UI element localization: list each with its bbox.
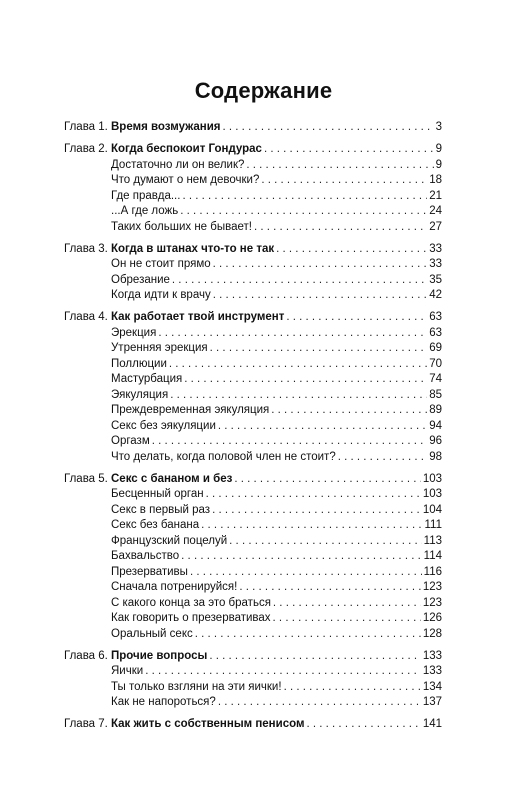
section-entry <box>111 549 442 565</box>
section-title: ...А где ложь <box>111 205 179 217</box>
page-number: 27 <box>429 220 442 233</box>
dot-leader <box>284 680 421 696</box>
toc-section-row <box>64 518 442 534</box>
section-entry <box>111 326 442 342</box>
dot-leader <box>306 717 420 733</box>
section-title: Французский поцелуй <box>111 534 228 547</box>
chapter-title: Как жить с собственным пенисом <box>111 718 305 730</box>
section-title: Когда идти к врачу <box>111 289 211 301</box>
toc-section-row <box>64 434 442 450</box>
page-number: 116 <box>423 565 442 578</box>
toc-section-row <box>64 326 442 342</box>
toc-section-row <box>64 534 442 550</box>
dot-leader <box>190 565 422 581</box>
page-number: 103 <box>422 488 442 500</box>
page-number: 24 <box>429 205 442 217</box>
toc-section-row <box>64 403 442 419</box>
toc-chapter-row <box>64 120 442 136</box>
chapter-label: Глава 4. <box>64 311 108 323</box>
chapter-entry <box>111 120 442 136</box>
chapter-label: Глава 3. <box>64 242 108 255</box>
page-number: 104 <box>422 503 442 516</box>
toc-section-row <box>64 664 442 680</box>
dot-leader <box>212 503 421 519</box>
section-entry <box>111 357 442 373</box>
chapter-entry <box>111 472 442 488</box>
section-title: Достаточно ли он велик? <box>111 158 245 171</box>
toc-section-row <box>64 419 442 435</box>
section-entry <box>111 695 442 711</box>
dot-leader <box>152 434 427 450</box>
section-title: Оргазм <box>111 435 150 447</box>
chapter-title: Когда беспокоит Гондурас <box>111 143 262 155</box>
table-of-contents <box>64 120 442 733</box>
page-number: 123 <box>422 581 442 593</box>
toc-chapter-row <box>64 242 442 258</box>
dot-leader <box>239 580 421 596</box>
section-title: Презервативы <box>111 565 188 578</box>
page-number: 126 <box>422 612 442 624</box>
section-entry <box>111 173 442 189</box>
toc-section-row <box>64 372 442 388</box>
toc-section-row <box>64 220 442 236</box>
chapter-label: Глава 5. <box>64 472 108 485</box>
dot-leader <box>271 403 427 419</box>
toc-section-row <box>64 611 442 627</box>
toc-section-row <box>64 189 442 205</box>
page-number: 69 <box>429 342 442 354</box>
toc-section-row <box>64 487 442 503</box>
section-entry <box>111 220 442 236</box>
chapter-entry <box>111 310 442 326</box>
section-entry <box>111 503 442 519</box>
section-entry <box>111 434 442 450</box>
section-title: Что делать, когда половой член не стоит? <box>111 450 336 463</box>
page-number: 123 <box>422 596 442 609</box>
page-number: 133 <box>422 649 442 662</box>
chapter-label: Глава 1. <box>64 121 108 133</box>
dot-leader <box>182 189 427 205</box>
section-entry <box>111 680 442 696</box>
dot-leader <box>223 120 434 136</box>
dot-leader <box>145 664 421 680</box>
chapter-entry <box>111 649 442 665</box>
dot-leader <box>234 472 420 488</box>
section-title: Обрезание <box>111 273 170 286</box>
page-number: 35 <box>429 273 442 286</box>
section-title: Бесценный орган <box>111 488 204 500</box>
section-title: Эрекция <box>111 326 157 339</box>
toc-section-row <box>64 273 442 289</box>
page-number: 113 <box>423 534 442 547</box>
page-number: 63 <box>429 326 442 339</box>
section-title: Таких больших не бывает! <box>111 220 252 233</box>
chapter-entry <box>111 242 442 258</box>
page-number: 103 <box>422 472 442 485</box>
page-number: 42 <box>429 289 442 301</box>
page-number: 114 <box>423 550 442 562</box>
dot-leader <box>273 611 421 627</box>
dot-leader <box>206 487 421 503</box>
dot-leader <box>213 257 428 273</box>
toc-section-row <box>64 580 442 596</box>
dot-leader <box>184 372 427 388</box>
page-number: 96 <box>429 435 442 447</box>
section-title: Эякуляция <box>111 388 169 401</box>
page-number: 33 <box>429 258 442 270</box>
section-title: Как говорить о презервативах <box>111 612 271 624</box>
dot-leader <box>170 388 427 404</box>
page-number: 9 <box>435 158 442 171</box>
chapter-title: Секс с бананом и без <box>111 472 233 485</box>
dot-leader <box>210 341 428 357</box>
page-number: 63 <box>429 311 442 323</box>
section-title: С какого конца за это браться <box>111 596 271 609</box>
dot-leader <box>286 310 427 326</box>
section-entry <box>111 204 442 220</box>
section-title: Оральный секс <box>111 627 193 640</box>
page-number: 94 <box>429 419 442 432</box>
dot-leader <box>273 596 421 612</box>
page-number: 111 <box>424 519 442 531</box>
section-entry <box>111 596 442 612</box>
toc-section-row <box>64 257 442 273</box>
chapter-title: Когда в штанах что-то не так <box>111 242 275 255</box>
chapter-entry <box>111 142 442 158</box>
section-entry <box>111 419 442 435</box>
section-title: Как не напороться? <box>111 696 216 708</box>
toc-section-row <box>64 627 442 643</box>
section-entry <box>111 450 442 466</box>
toc-section-row <box>64 680 442 696</box>
chapter-title: Время возмужания <box>111 121 221 133</box>
section-entry <box>111 534 442 550</box>
section-entry <box>111 273 442 289</box>
page-number: 85 <box>429 388 442 401</box>
page-number: 98 <box>429 450 442 463</box>
toc-section-row <box>64 503 442 519</box>
page-title: Содержание <box>194 78 333 103</box>
section-title: Сначала потренируйся! <box>111 581 238 593</box>
dot-leader <box>261 173 427 189</box>
dot-leader <box>246 158 433 174</box>
page-number: 3 <box>435 121 442 133</box>
dot-leader <box>201 518 422 534</box>
section-title: Преждевременная эякуляция <box>111 404 270 416</box>
section-title: Ты только взгляни на эти яички! <box>111 680 282 693</box>
page-number: 70 <box>429 357 442 370</box>
dot-leader <box>218 695 421 711</box>
chapter-label: Глава 7. <box>64 718 108 730</box>
toc-section-row <box>64 565 442 581</box>
dot-leader <box>158 326 427 342</box>
chapter-label: Глава 2. <box>64 143 108 155</box>
section-title: Яички <box>111 665 144 677</box>
section-title: Секс без эякуляции <box>111 419 216 432</box>
toc-section-row <box>64 341 442 357</box>
section-title: Бахвальство <box>111 550 180 562</box>
page-number: 74 <box>429 373 442 385</box>
section-entry <box>111 580 442 596</box>
section-title: Где правда... <box>111 189 181 202</box>
dot-leader <box>169 357 427 373</box>
section-title: Мастурбация <box>111 373 183 385</box>
toc-section-row <box>64 450 442 466</box>
dot-leader <box>180 204 427 220</box>
section-title: Секс без банана <box>111 519 200 531</box>
toc-chapter-row <box>64 472 442 488</box>
dot-leader <box>209 649 420 665</box>
toc-section-row <box>64 695 442 711</box>
section-entry <box>111 611 442 627</box>
dot-leader <box>229 534 421 550</box>
page-number: 128 <box>422 627 442 640</box>
dot-leader <box>181 549 421 565</box>
section-title: Он не стоит прямо <box>111 258 211 270</box>
dot-leader <box>213 288 427 304</box>
page-number: 33 <box>429 242 442 255</box>
page-number: 133 <box>422 665 442 677</box>
page-number: 18 <box>429 174 442 186</box>
toc-section-row <box>64 158 442 174</box>
dot-leader <box>172 273 427 289</box>
toc-section-row <box>64 596 442 612</box>
dot-leader <box>254 220 427 236</box>
section-entry <box>111 487 442 503</box>
section-entry <box>111 627 442 643</box>
section-entry <box>111 257 442 273</box>
toc-section-row <box>64 357 442 373</box>
section-title: Поллюции <box>111 357 167 370</box>
page-number: 141 <box>422 718 442 730</box>
section-title: Утренняя эрекция <box>111 342 208 354</box>
dot-leader <box>195 627 421 643</box>
page-number: 137 <box>422 696 442 708</box>
section-entry <box>111 664 442 680</box>
section-entry <box>111 189 442 205</box>
section-entry <box>111 158 442 174</box>
chapter-label: Глава 6. <box>64 649 108 662</box>
toc-chapter-row <box>64 649 442 665</box>
section-title: Что думают о нем девочки? <box>111 174 260 186</box>
toc-section-row <box>64 204 442 220</box>
section-entry <box>111 565 442 581</box>
dot-leader <box>276 242 427 258</box>
dot-leader <box>264 142 434 158</box>
chapter-title: Как работает твой инструмент <box>111 311 285 323</box>
page-number: 134 <box>422 680 442 693</box>
toc-chapter-row <box>64 717 442 733</box>
dot-leader <box>338 450 427 466</box>
toc-section-row <box>64 388 442 404</box>
section-entry <box>111 518 442 534</box>
chapter-entry <box>111 717 442 733</box>
page-number: 9 <box>435 143 442 155</box>
section-title: Секс в первый раз <box>111 503 211 516</box>
section-entry <box>111 403 442 419</box>
toc-section-row <box>64 173 442 189</box>
section-entry <box>111 372 442 388</box>
page-number: 89 <box>429 404 442 416</box>
toc-chapter-row <box>64 142 442 158</box>
toc-chapter-row <box>64 310 442 326</box>
toc-section-row <box>64 288 442 304</box>
section-entry <box>111 288 442 304</box>
chapter-title: Прочие вопросы <box>111 649 208 662</box>
section-entry <box>111 341 442 357</box>
section-entry <box>111 388 442 404</box>
dot-leader <box>218 419 427 435</box>
page-number: 21 <box>429 189 442 202</box>
toc-section-row <box>64 549 442 565</box>
